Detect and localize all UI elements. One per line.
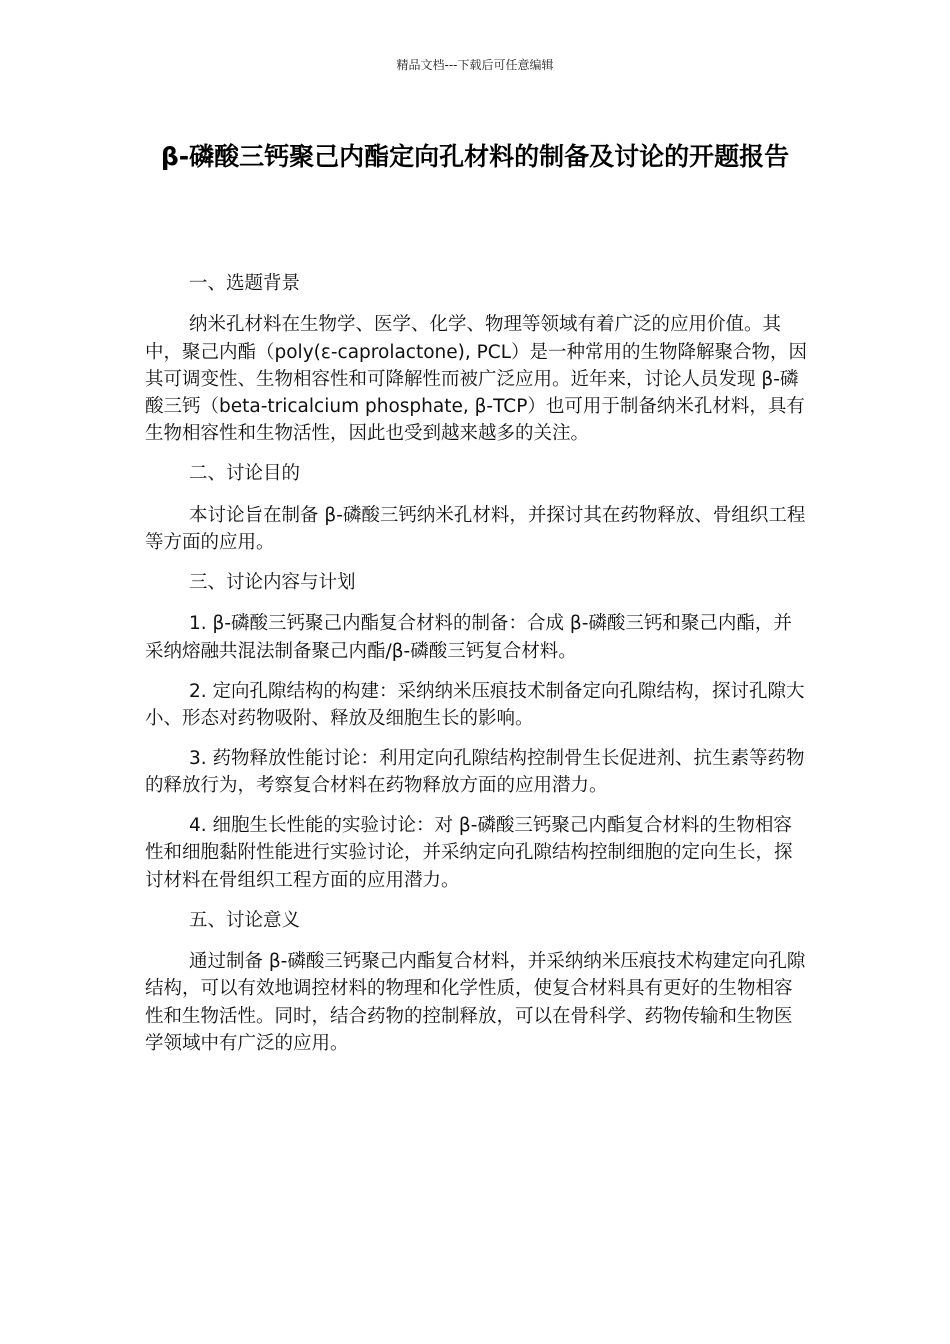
- plan-item-4: 4. 细胞生长性能的实验讨论：对 β-磷酸三钙聚己内酯复合材料的生物相容性和细胞黏附性能进行实验讨论，并采纳定向孔隙结构控制细胞的定向生长，探讨材料在骨组织工程方面的应用潜力。: [145, 815, 793, 891]
- document-title: β-磷酸三钙聚己内酯定向孔材料的制备及讨论的开题报告: [160, 142, 790, 171]
- paragraph-purpose: 本讨论旨在制备 β-磷酸三钙纳米孔材料，并探讨其在药物释放、骨组织工程等方面的应用。: [145, 504, 806, 554]
- plan-item-2: 2. 定向孔隙结构的构建：采纳纳米压痕技术制备定向孔隙结构，探讨孔隙大小、形态对药物吸附、释放及细胞生长的影响。: [145, 680, 805, 729]
- paragraph-significance: 通过制备 β-磷酸三钙聚己内酯复合材料，并采纳纳米压痕技术构建定向孔隙结构，可以有效地调控材料的物理和化学性质，使复合材料具有更好的生物相容性和生物活性。同时，结合药物的控制释放，可以在骨科学、药物传输和生物医学领域中有广泛的应用。: [145, 951, 806, 1054]
- section-heading-background: 一、选题背景: [189, 273, 301, 294]
- section-heading-purpose: 二、讨论目的: [189, 463, 301, 485]
- plan-item-3: 3. 药物释放性能讨论：利用定向孔隙结构控制骨生长促进剂、抗生素等药物的释放行为，考察复合材料在药物释放方面的应用潜力。: [145, 747, 805, 797]
- section-heading-significance: 五、讨论意义: [189, 909, 301, 931]
- document-body: [145, 270, 810, 1070]
- plan-item-1: 1. β-磷酸三钙聚己内酯复合材料的制备：合成 β-磷酸三钙和聚己内酯，并采纳熔融共混法制备聚己内酯/β-磷酸三钙复合材料。: [145, 613, 792, 662]
- page-header: 精品文档---下载后可任意编辑: [396, 58, 554, 72]
- paragraph-background: 纳米孔材料在生物学、医学、化学、物理等领域有着广泛的应用价值。其中，聚己内酯（poly(ε-caprolactone), PCL）是一种常用的生物降解聚合物，因其可调变性、生物相容性和可降解性而被广泛应用。近年来，讨论人员发现 β-磷酸三钙（beta-tricalcium phosphate, β-TCP）也可用于制备纳米孔材料，具有生物相容性和生物活性，因此也受到越来越多的关注。: [145, 314, 808, 445]
- section-heading-content-plan: 三、讨论内容与计划: [189, 572, 356, 594]
